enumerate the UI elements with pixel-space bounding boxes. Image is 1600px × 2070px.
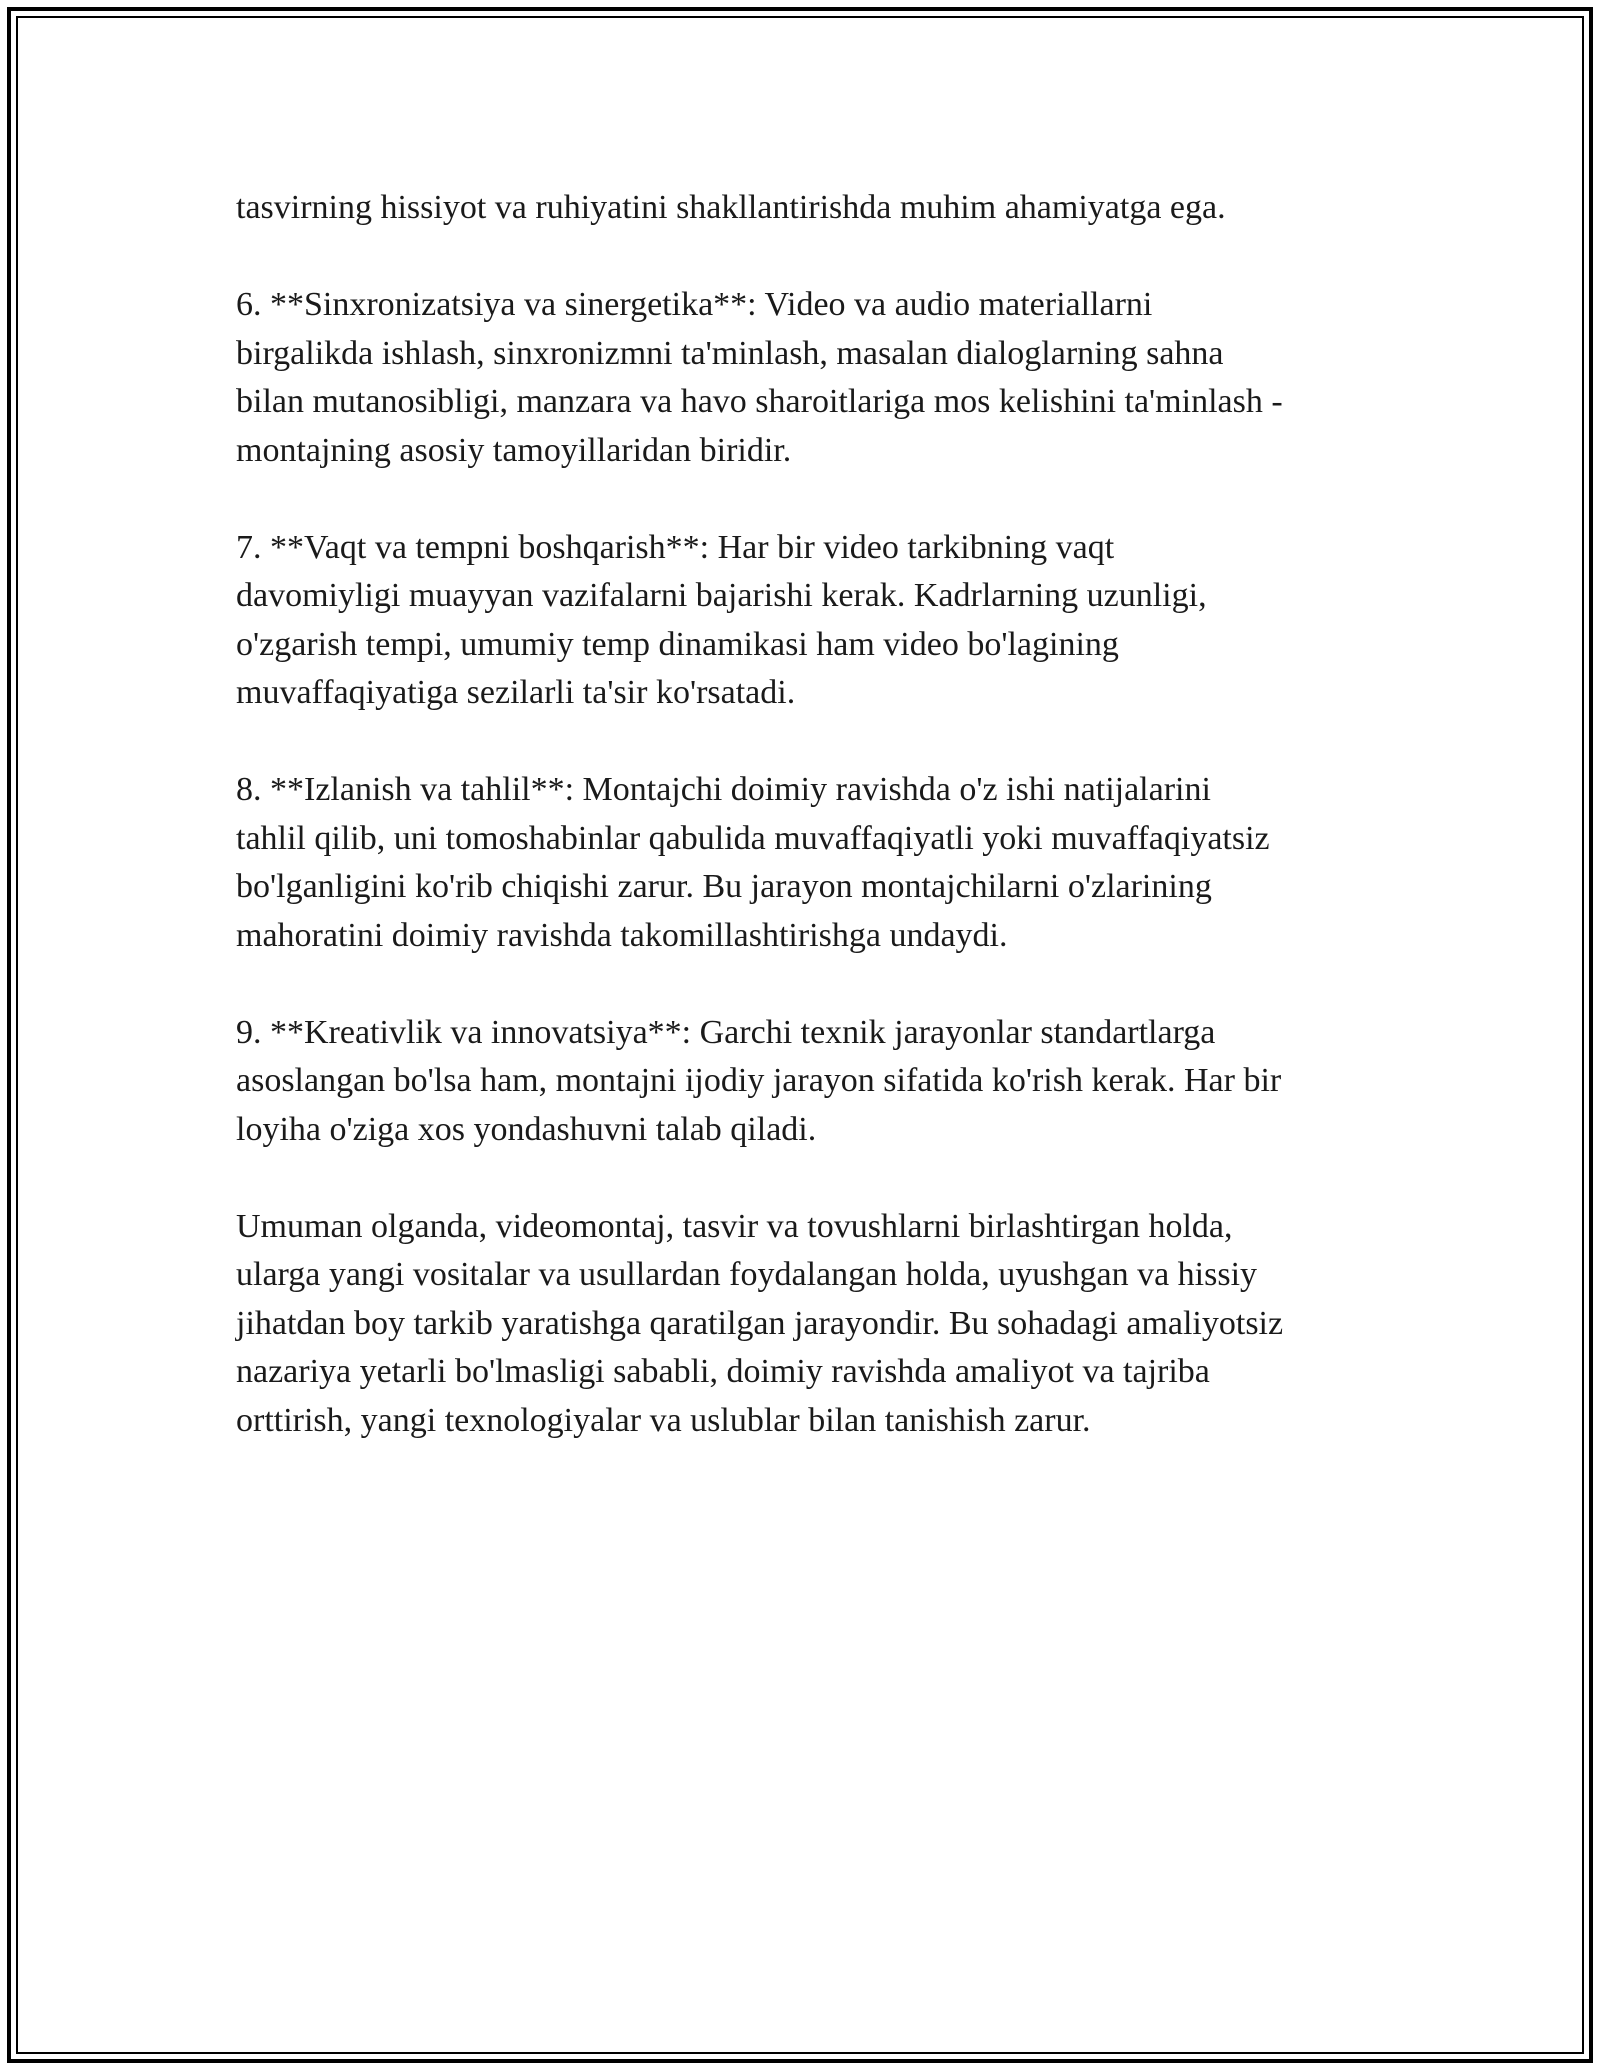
paragraph-item-9: 9. **Kreativlik va innovatsiya**: Garchi texnik jarayonlar standartlarga asoslangan bo'lsa ham, montajni ijodiy jarayon sifatida ko'rish kerak. Har bir loyiha o'ziga xos yondashuvni talab qiladi.	[236, 1013, 1282, 1148]
paragraph-intro-continuation: tasvirning hissiyot va ruhiyatini shakllantirishda muhim ahamiyatga ega.	[236, 189, 1226, 226]
paragraph-item-8: 8. **Izlanish va tahlil**: Montajchi doimiy ravishda o'z ishi natijalarini tahlil qilib, uni tomoshabinlar qabulida muvaffaqiyatli yoki muvaffaqiyatsiz bo'lganligini ko'rib chiqishi zarur. Bu jarayon montajchilarni o'zlarining mahoratini doimiy ravishda takomillashtirishga undaydi.	[236, 771, 1270, 954]
document-body	[236, 184, 1386, 1494]
paragraph-item-7: 7. **Vaqt va tempni boshqarish**: Har bir video tarkibning vaqt davomiyligi muayyan vazifalarni bajarishi kerak. Kadrlarning uzunligi, o'zgarish tempi, umumiy temp dinamikasi ham video bo'lagining muvaffaqiyatiga sezilarli ta'sir ko'rsatadi.	[236, 528, 1207, 711]
paragraph-item-6: 6. **Sinxronizatsiya va sinergetika**: Video va audio materiallarni birgalikda ishlash, sinxronizmni ta'minlash, masalan dialoglarning sahna bilan mutanosibligi, manzara va havo sharoitlariga mos kelishini ta'minlash - montajning asosiy tamoyillaridan biridir.	[236, 286, 1283, 469]
paragraph-conclusion: Umuman olganda, videomontaj, tasvir va tovushlarni birlashtirgan holda, ularga yangi vositalar va usullardan foydalangan holda, uyushgan va hissiy jihatdan boy tarkib yaratishga qaratilgan jarayondir. Bu sohadagi amaliyotsiz nazariya yetarli bo'lmasligi sababli, doimiy ravishda amaliyot va tajriba orttirish, yangi texnologiyalar va uslublar bilan tanishish zarur.	[236, 1207, 1284, 1439]
